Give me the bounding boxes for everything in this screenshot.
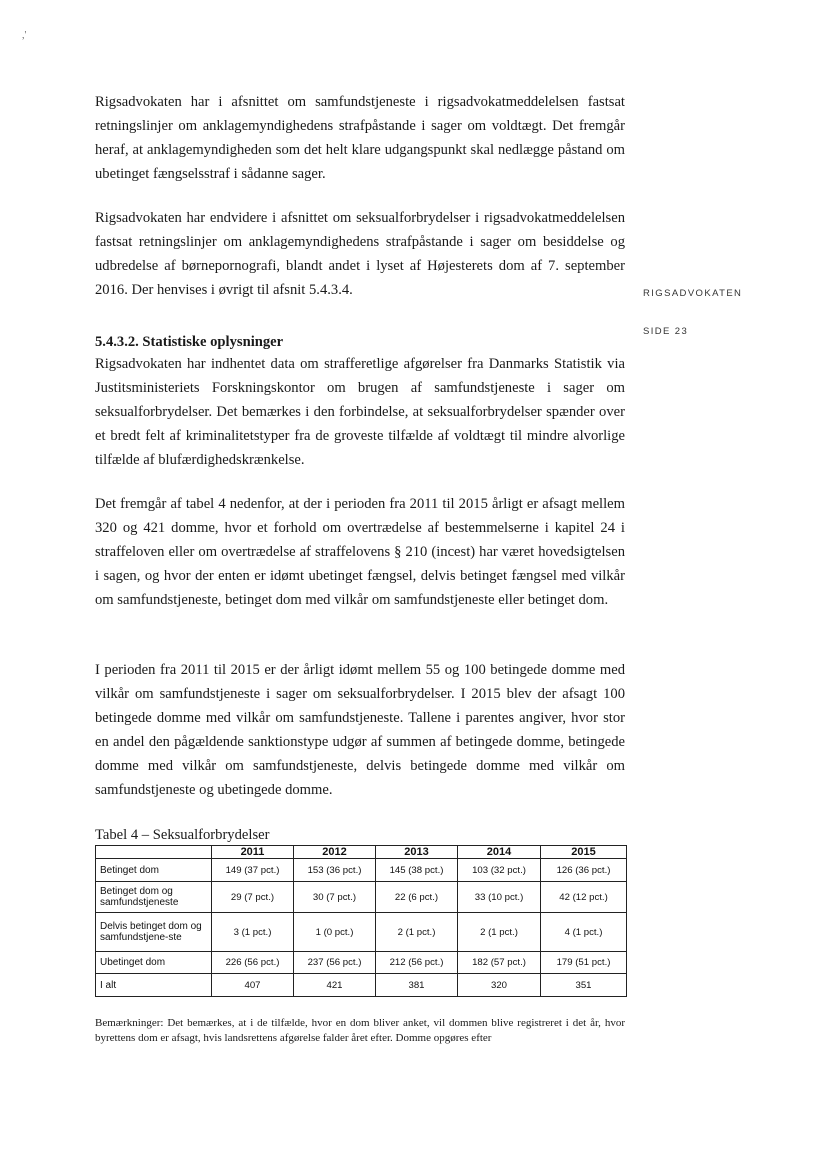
header-cell: 2013	[376, 846, 458, 859]
sidebar-org-label: RIGSADVOKATEN	[643, 288, 743, 299]
table-row	[96, 952, 627, 974]
header-cell: 2014	[458, 846, 541, 859]
table-cell: 421	[294, 974, 376, 997]
table-cell: 3 (1 pct.)	[212, 913, 294, 952]
table-cell: 381	[376, 974, 458, 997]
paragraph-statistiske-data: Rigsadvokaten har indhentet data om strafferetlige afgørelser fra Danmarks Statistik via Justitsministeriets Forskningskontor om brugen af samfundstjeneste i sager om seksualforbrydelser. Det bemærkes i den forbindelse, at seksualforbrydelser spænder over et bredt felt af kriminalitetstyper fra de groveste tilfælde af voldtægt til mindre alvorlige tilfælde af blufærdighedskrænkelse.	[95, 356, 625, 469]
table-cell: 237 (56 pct.)	[294, 952, 376, 974]
paragraph-seksualforbrydelser-retningslinjer: Rigsadvokaten har endvidere i afsnittet om seksualforbrydelser i rigsadvokatmeddelelsen fastsat retningslinjer om anklagemyndighedens strafpåstande i sager om besiddelse og udbredelse af børnepornografi, blandt andet i lyset af Højesterets dom af 7. september 2016. Der henvises i øvrigt til afsnit 5.4.3.4.	[95, 210, 625, 299]
scan-specks: ,'	[22, 30, 27, 41]
table-cell: 33 (10 pct.)	[458, 882, 541, 913]
table-cell: 4 (1 pct.)	[541, 913, 627, 952]
table-cell: 30 (7 pct.)	[294, 882, 376, 913]
paragraph-tabel-4-intro: Det fremgår af tabel 4 nedenfor, at der i perioden fra 2011 til 2015 årligt er afsagt mellem 320 og 421 domme, hvor et forhold om overtrædelse af bestemmelserne i kapitel 24 i straffeloven eller om overtrædelse af straffelovens § 210 (incest) har været hovedsigtelsen i sagen, og hvor der enten er idømt ubetinget fængsel, delvis betinget fængsel med vilkår om samfundstjeneste, betinget dom med vilkår om samfundstjeneste eller betinget dom.	[95, 496, 625, 609]
table-caption: Tabel 4 – Seksualforbrydelser	[95, 827, 270, 843]
table-cell: 407	[212, 974, 294, 997]
table-cell: 351	[541, 974, 627, 997]
table-header-row	[96, 846, 627, 859]
row-label: Ubetinget dom	[96, 952, 212, 974]
table-cell: 29 (7 pct.)	[212, 882, 294, 913]
header-cell: 2015	[541, 846, 627, 859]
table-total-row	[96, 974, 627, 997]
table-cell: 212 (56 pct.)	[376, 952, 458, 974]
table-row	[96, 913, 627, 952]
header-cell: 2012	[294, 846, 376, 859]
table-cell: 2 (1 pct.)	[376, 913, 458, 952]
table-cell: 179 (51 pct.)	[541, 952, 627, 974]
table-cell: 1 (0 pct.)	[294, 913, 376, 952]
header-cell: 2011	[212, 846, 294, 859]
table-row	[96, 882, 627, 913]
table-cell: 103 (32 pct.)	[458, 859, 541, 882]
table-cell: 145 (38 pct.)	[376, 859, 458, 882]
paragraph-rigsadvokaten-samfundstjeneste: Rigsadvokaten har i afsnittet om samfundstjeneste i rigsadvokatmeddelelsen fastsat retningslinjer om anklagemyndighedens strafpåstande i sager om voldtægt. Det fremgår heraf, at anklagemyndigheden som det helt klare udgangspunkt skal nedlægge påstand om ubetinget fængselsstraf i sådanne sager.	[95, 94, 625, 183]
table-cell: 149 (37 pct.)	[212, 859, 294, 882]
table-cell: 2 (1 pct.)	[458, 913, 541, 952]
paragraph-samfundstjeneste-domme: I perioden fra 2011 til 2015 er der årligt idømt mellem 55 og 100 betingede domme med vilkår om samfundstjeneste i sager om seksualforbrydelser. I 2015 blev der afsagt 100 betingede domme med vilkår om samfundstjeneste. Tallene i parentes angiver, hvor stor en andel den pågældende sanktionstype udgør af summen af betingede domme, betingede domme med vilkår om samfundstjeneste, delvis betingede domme med vilkår om samfundstjeneste og ubetingede domme.	[95, 662, 625, 799]
table-cell: 226 (56 pct.)	[212, 952, 294, 974]
row-label: Betinget dom	[96, 859, 212, 882]
section-heading: 5.4.3.2. Statistiske oplysninger	[95, 334, 284, 350]
table-cell: 182 (57 pct.)	[458, 952, 541, 974]
sidebar-page-number: SIDE 23	[643, 326, 689, 337]
table-note: Bemærkninger: Det bemærkes, at i de tilfælde, hvor en dom bliver anket, vil dommen blive registreret i det år, hvor byrettens dom er afsagt, hvis landsrettens afgørelse falder året efter. Domme opgøres efter	[95, 1017, 625, 1044]
table-cell: 42 (12 pct.)	[541, 882, 627, 913]
table-cell: 320	[458, 974, 541, 997]
table-cell: 22 (6 pct.)	[376, 882, 458, 913]
header-cell	[96, 846, 212, 859]
row-label: I alt	[96, 974, 212, 997]
table-cell: 126 (36 pct.)	[541, 859, 627, 882]
row-label: Delvis betinget dom og samfundstjene-ste	[96, 913, 212, 952]
statistics-table	[95, 845, 627, 997]
row-label: Betinget dom og samfundstjeneste	[96, 882, 212, 913]
table-row	[96, 859, 627, 882]
table-cell: 153 (36 pct.)	[294, 859, 376, 882]
